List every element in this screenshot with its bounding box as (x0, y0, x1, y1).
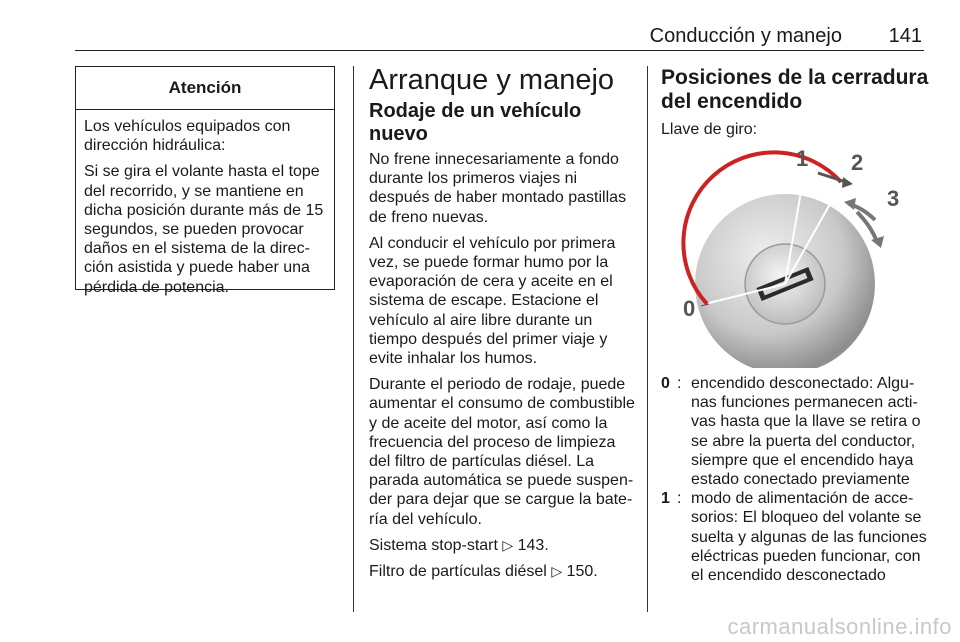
attention-box (75, 66, 335, 296)
reference-text: Filtro de partículas diésel (369, 563, 547, 581)
legend-item (661, 489, 929, 585)
legend-key: 0 (661, 375, 670, 392)
column-divider (353, 66, 354, 612)
section-title: Arranque y manejo (369, 64, 615, 96)
attention-paragraph: Los vehículos equipados con dirección hidráulica: (84, 118, 291, 155)
reference-page: 150. (566, 563, 598, 581)
section-start-drive (369, 64, 635, 588)
reference-page: 143. (517, 536, 549, 554)
legend-item (661, 374, 929, 489)
section-subtitle: Rodaje de un vehículo nuevo (369, 100, 582, 145)
column-divider (647, 66, 648, 612)
page-ref-icon: ▷ (502, 536, 514, 553)
arrow-to-position-3-head (871, 236, 884, 248)
page-ref-icon: ▷ (551, 563, 563, 580)
legend-separator: : (677, 490, 682, 508)
arrow-return-head (844, 198, 856, 210)
body-paragraph: No frene innecesariamente a fondo durante los primeros viajes ni después de haber montado pastillas de freno nuevas. (369, 151, 627, 226)
reference-text: Sistema stop-start (369, 536, 498, 554)
legend-text: encendido desconectado: Algu-nas funciones permanecen acti-vas hasta que la llave se retira o se abre la puerta del conductor, siempre que el encendido haya estado conectado previamente (691, 375, 921, 489)
body-paragraph: Durante el periodo de rodaje, puede aumentar el consumo de combustible y de aceite del motor, así como la frecuencia del proceso de limpieza del filtro de partículas diésel. La parada automática se puede suspen-der para dejar que se cargue la bate-ría del vehículo. (369, 376, 635, 528)
section-ignition (661, 66, 929, 146)
body-paragraph: Al conducir el vehículo por primera vez, se puede formar humo por la evaporación de cera y aceite en el sistema de escape. Estacione el vehículo al aire libre durante un tiempo después del primer viaje y evite inhalar los humos. (369, 234, 616, 368)
ignition-subtitle: Llave de giro: (661, 121, 758, 138)
page-number: 141 (888, 25, 922, 47)
legend-key: 1 (661, 490, 670, 508)
arrow-to-position-2-head (842, 177, 853, 188)
header-title: Conducción y manejo (649, 25, 842, 47)
ignition-lock-diagram (661, 146, 929, 368)
label-0: 0 (683, 296, 696, 321)
cross-reference[interactable] (369, 536, 635, 555)
label-2: 2 (851, 150, 864, 175)
legend-text: modo de alimentación de acce-sorios: El bloqueo del volante se suelta y algunas de las funciones eléctricas pueden funcionar, con el encendido desconectado (691, 490, 927, 585)
ignition-title: Posiciones de la cerradura del encendido (661, 66, 929, 113)
legend-separator: : (677, 375, 682, 392)
cross-reference[interactable] (369, 562, 635, 581)
page-header (75, 24, 924, 51)
label-1: 1 (796, 146, 809, 171)
label-3: 3 (887, 186, 900, 211)
attention-paragraph: Si se gira el volante hasta el tope del recorrido, y se mantiene en dicha posición durante más de 15 segundos, se pueden provocar daños en el sistema de la direc-ción asistida y puede haber una pérdida de potencia. (84, 163, 324, 296)
ignition-legend (661, 374, 929, 585)
attention-title: Atención (76, 67, 334, 110)
watermark: carmanualsonline.info (727, 614, 952, 639)
